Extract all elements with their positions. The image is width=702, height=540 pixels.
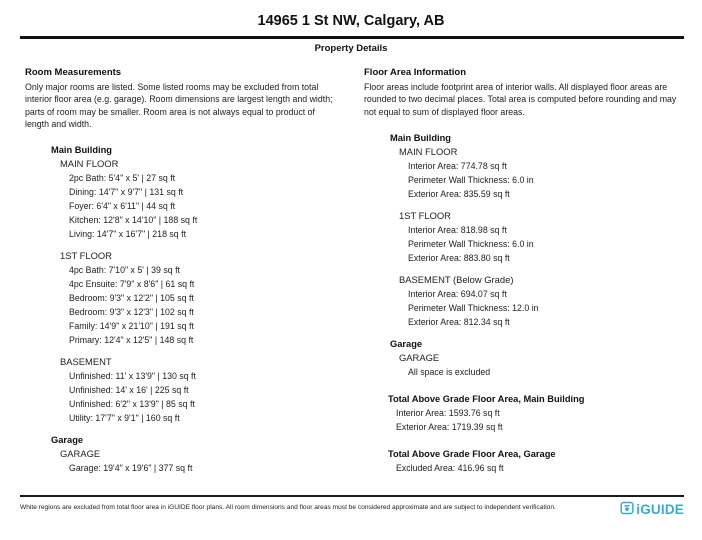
area-line: Interior Area: 774.78 sq ft [408, 160, 507, 171]
total-name: Total Above Grade Floor Area, Garage [388, 448, 556, 459]
floor-area-heading: Floor Area Information [364, 67, 467, 78]
total-line: Excluded Area: 416.96 sq ft [396, 462, 504, 473]
group-name: Main Building [390, 132, 451, 143]
area-line: Interior Area: 694.07 sq ft [408, 288, 507, 299]
floor-1st-floor [25, 249, 338, 347]
floor-area-section [352, 67, 684, 475]
area-line: Perimeter Wall Thickness: 6.0 in [408, 238, 534, 249]
floor-area-description: Floor areas include footprint area of interior walls. All displayed floor areas are rounded to two decimal places. Total area is computed before rounding and may not equal to sum of displayed floor areas. [364, 82, 677, 117]
room-measurements-section [20, 67, 352, 475]
room-line: Unfinished: 6'2" x 13'9" | 85 sq ft [69, 399, 195, 410]
area-line: All space is excluded [408, 366, 491, 377]
page-title: 14965 1 St NW, Calgary, AB [257, 13, 445, 29]
room-line: Garage: 19'4" x 19'6" | 377 sq ft [69, 463, 193, 474]
floor-name: 1ST FLOOR [399, 209, 451, 221]
room-line: Utility: 17'7" x 9'1" | 160 sq ft [69, 413, 180, 424]
floor-basement [25, 355, 338, 425]
floor-name: MAIN FLOOR [60, 158, 119, 170]
total-garage [364, 447, 684, 475]
page-footer [20, 495, 684, 518]
main-building-areas-group [364, 131, 684, 329]
room-line: Unfinished: 14' x 16' | 225 sq ft [69, 385, 189, 396]
room-line: Unfinished: 11' x 13'9" | 130 sq ft [69, 371, 196, 382]
room-line: Bedroom: 9'3" x 12'2" | 105 sq ft [69, 293, 194, 304]
floor-name: BASEMENT (Below Grade) [399, 273, 514, 285]
area-line: Exterior Area: 883.80 sq ft [408, 252, 510, 263]
floor-name: GARAGE [60, 448, 101, 460]
total-line: Exterior Area: 1719.39 sq ft [396, 421, 503, 432]
room-line: Dining: 14'7" x 9'7" | 131 sq ft [69, 187, 184, 198]
area-line: Perimeter Wall Thickness: 12.0 in [408, 302, 539, 313]
main-building-group [25, 143, 338, 425]
total-name: Total Above Grade Floor Area, Main Building [388, 393, 585, 404]
room-measurements-description: Only major rooms are listed. Some listed rooms may be excluded from total interior floor area (e.g. garage). Room dimensions are largest length and width; parts of room may be smaller. Room area is not always equal to product of length and width. [25, 82, 333, 129]
room-line: Bedroom: 9'3" x 12'3" | 102 sq ft [69, 307, 194, 318]
floor-main-floor [25, 157, 338, 241]
areas-main-floor [364, 145, 684, 201]
areas-basement [364, 273, 684, 329]
room-measurements-heading: Room Measurements [25, 67, 122, 78]
group-name: Main Building [51, 145, 112, 156]
area-line: Exterior Area: 812.34 sq ft [408, 316, 510, 327]
group-name: Garage [51, 435, 84, 446]
floor-name: 1ST FLOOR [60, 250, 112, 262]
area-line: Interior Area: 818.98 sq ft [408, 224, 507, 235]
iguide-logo [620, 501, 684, 518]
floor-name: BASEMENT [60, 356, 112, 368]
total-line: Interior Area: 1593.76 sq ft [396, 407, 500, 418]
areas-garage [364, 351, 684, 379]
room-line: 4pc Ensuite: 7'9" x 8'6" | 61 sq ft [69, 279, 195, 290]
room-line: 2pc Bath: 5'4" x 5' | 27 sq ft [69, 173, 176, 184]
group-name: Garage [390, 338, 423, 349]
content-columns [0, 67, 702, 475]
area-line: Perimeter Wall Thickness: 6.0 in [408, 174, 534, 185]
room-line: Foyer: 6'4" x 6'11" | 44 sq ft [69, 201, 176, 212]
areas-1st-floor [364, 209, 684, 265]
floor-name: GARAGE [399, 351, 440, 363]
area-line: Exterior Area: 835.59 sq ft [408, 188, 510, 199]
header-divider [20, 36, 684, 39]
footer-disclaimer: White regions are excluded from total floor area in iGUIDE floor plans. All room dimensions and floor areas must be considered approximate and are subject to independent verification. [20, 504, 556, 511]
room-line: Living: 14'7" x 16'7" | 218 sq ft [69, 229, 187, 240]
floor-name: MAIN FLOOR [399, 145, 458, 157]
total-main-building [364, 392, 684, 434]
room-line: Family: 14'9" x 21'10" | 191 sq ft [69, 321, 194, 332]
room-line: 4pc Bath: 7'10" x 5' | 39 sq ft [69, 265, 180, 276]
floor-garage [25, 447, 338, 475]
room-line: Kitchen: 12'8" x 14'10" | 188 sq ft [69, 215, 198, 226]
garage-areas-group [364, 337, 684, 379]
room-line: Primary: 12'4" x 12'5" | 148 sq ft [69, 335, 194, 346]
iguide-camera-icon [620, 501, 634, 518]
page-subtitle: Property Details [314, 43, 388, 54]
iguide-logo-text: iGUIDE [636, 501, 684, 517]
garage-group [25, 433, 338, 475]
